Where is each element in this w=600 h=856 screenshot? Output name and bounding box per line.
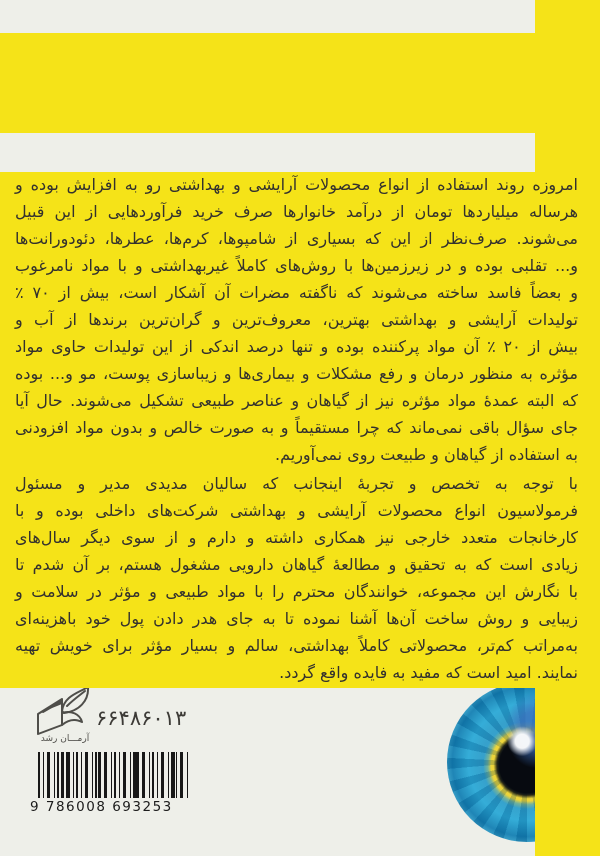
text-line: نمایند. امید است که مفید به فایده واقع گردد. bbox=[279, 663, 578, 682]
back-cover-text bbox=[15, 171, 578, 688]
text-line: امروزه روند استفاده از انواع محصولات آرایشی و بهداشتی رو به افزایش بوده و bbox=[15, 175, 578, 194]
bottom-panel bbox=[0, 688, 535, 856]
publisher-code: ۶۶۴۸۶۰۱۳ bbox=[96, 706, 187, 730]
publisher-book-leaf-icon bbox=[34, 688, 96, 738]
text-line: به‌مراتب کم‌تر، محصولاتی کاملاً بهداشتی، سالم و بسیار مؤثر برای خویش تهیه bbox=[15, 636, 578, 655]
text-line: به استفاده از گیاهان و طبیعت روی نمی‌آوریم. bbox=[275, 445, 578, 464]
text-line: می‌شوند. صرف‌نظر از این که بسیاری از شامپوها، کرم‌ها، عطرها، دئودورانت‌ها bbox=[15, 229, 578, 248]
barcode bbox=[30, 752, 200, 815]
text-line: با نگارش این مجموعه، خوانندگان محترم را با مواد طبیعی و مؤثر در سلامت و bbox=[15, 582, 578, 601]
top-white-band bbox=[0, 0, 535, 33]
text-line: و... تقلبی بوده و در زیرزمین‌ها با روش‌های کاملاً غیربهداشتی و با مواد نامرغوب bbox=[15, 256, 578, 275]
text-line: مؤثره به منظور درمان و رفع مشکلات و بیماری‌ها و زیباسازی پوست، مو و... بوده bbox=[15, 364, 578, 383]
text-line: کارخانجات متعدد خارجی نیز همکاری داشته و دارم و از سوی دیگر سال‌های bbox=[15, 528, 578, 547]
text-line: بیش از ۲۰ ٪ آن مواد پرکننده بوده و تنها درصد اندکی از این تولیدات حاوی مواد bbox=[15, 337, 578, 356]
paragraph-intro bbox=[15, 171, 578, 468]
publisher-name: آرمـــان رشد bbox=[40, 734, 90, 744]
text-line: هرساله میلیاردها تومان از درآمد خانوارها صرف خرید فرآوردهایی از این قبیل bbox=[15, 202, 578, 221]
paragraph-author bbox=[15, 470, 578, 686]
text-line: و بعضاً فاسد ساخته می‌شوند که ناگفته مضرات آن آشکار است، بیش از ۷۰ ٪ bbox=[15, 283, 578, 302]
text-line: که البته عمدهٔ مواد مؤثره نیز از گیاهان و عناصر طبیعی تشکیل می‌شوند. حال آیا bbox=[15, 391, 578, 410]
text-line: جای سؤال باقی نمی‌ماند که چرا مستقیماً و به صورت خالص و بدون مواد افزودنی bbox=[15, 418, 578, 437]
text-line: تولیدات آرایشی و بهداشتی بهترین، معروف‌ترین و گران‌ترین برندها از آب و bbox=[15, 310, 578, 329]
text-line: زیبایی و روش ساخت آن‌ها آشنا نموده تا به جای هدر دادن پول خود باهزینه‌ای bbox=[15, 609, 578, 628]
text-line: زیادی است که به تحقیق و مطالعهٔ گیاهان دارویی مشغول هستم، بر آن شدم تا bbox=[15, 555, 578, 574]
barcode-bars bbox=[38, 752, 188, 798]
text-line: فرمولاسیون انواع محصولات آرایشی و بهداشتی شرکت‌های داخلی بوده و با bbox=[15, 501, 578, 520]
middle-white-band bbox=[0, 133, 535, 172]
barcode-number: 9 786008 693253 bbox=[30, 799, 173, 815]
eye-photo bbox=[447, 688, 535, 842]
text-line: با توجه به تخصص و تجربهٔ اینجانب که سالیان مدیدی مدیر و مسئول bbox=[15, 474, 578, 493]
